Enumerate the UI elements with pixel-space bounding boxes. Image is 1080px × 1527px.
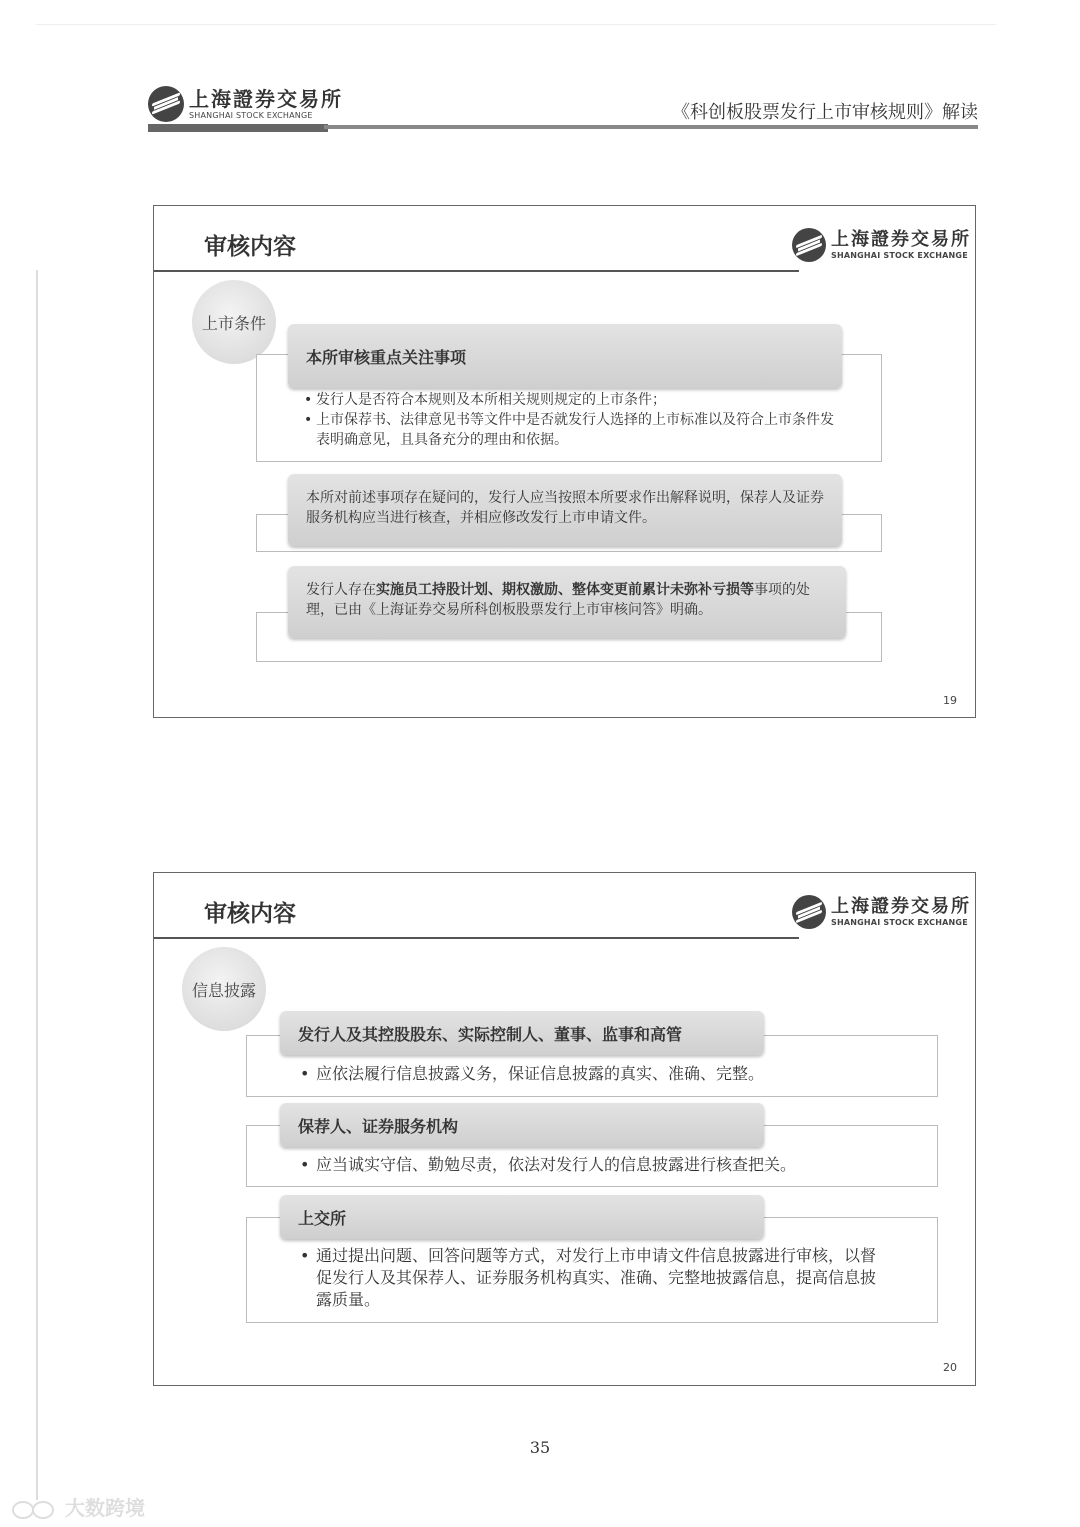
slide-sse-logo [792,895,971,929]
slide-title-rule [154,270,799,272]
focus-items-list [304,390,834,450]
list-item: • 发行人是否符合本规则及本所相关规则规定的上市条件； [304,390,834,410]
focus-items-heading: 本所审核重点关注事项 [288,324,842,388]
logo-chinese-name: 上海證券交易所 [831,228,971,250]
special-matters-emphasis: 实施员工持股计划、期权激励、整体变更前累计未弥补亏损等 [376,582,754,598]
list-item: • 通过提出问题、回答问题等方式，对发行上市申请文件信息披露进行审核，以督促发行人及其保荐人、证券服务机构真实、准确、完整地披露信息，提高信息披露质量。 [300,1245,880,1311]
exchange-section-list [300,1245,880,1311]
sse-logo [148,86,343,122]
exchange-section-heading: 上交所 [280,1195,764,1239]
logo-english-name: SHANGHAI STOCK EXCHANGE [831,250,968,260]
logo-english-name: SHANGHAI STOCK EXCHANGE [189,110,313,120]
sponsor-section-list [300,1154,920,1176]
watermark-logo-icon [12,1501,34,1519]
list-item: • 应当诚实守信、勤勉尽责，依法对发行人的信息披露进行核查把关。 [300,1154,920,1176]
list-item: • 上市保荐书、法律意见书等文件中是否就发行人选择的上市标准以及符合上市条件发表明确意见，且具备充分的理由和依据。 [304,410,834,450]
sse-logo-icon [792,228,826,262]
special-matters-box [288,566,846,638]
document-title: 《科创板股票发行上市审核规则》解读 [672,102,978,123]
section-badge-disclosure: 信息披露 [182,947,266,1031]
page-number: 35 [529,1438,551,1457]
special-matters-suffix: 事项的处理，已由《上海证券交易所科创板股票发行上市审核问答》明确。 [306,582,810,618]
header-rule-thin [324,125,978,129]
logo-chinese-name: 上海證券交易所 [189,86,343,111]
slide-title-rule [154,937,799,939]
slide-title: 审核内容 [204,901,296,927]
page-top-edge [36,24,996,25]
sse-logo-icon [148,86,184,122]
explanation-box: 本所对前述事项存在疑问的，发行人应当按照本所要求作出解释说明，保荐人及证券服务机构应当进行核查，并相应修改发行上市申请文件。 [288,474,842,546]
slide-number: 20 [943,1361,957,1374]
logo-chinese-name: 上海證券交易所 [831,895,971,917]
issuer-section-heading: 发行人及其控股股东、实际控制人、董事、监事和高管 [280,1011,764,1055]
sponsor-section-heading: 保荐人、证券服务机构 [280,1103,764,1147]
logo-english-name: SHANGHAI STOCK EXCHANGE [831,917,968,927]
section-badge-listing-conditions: 上市条件 [192,280,276,364]
document-header [148,84,978,136]
slide-20 [153,872,976,1386]
header-rule-thick [148,124,328,132]
page-left-edge [36,270,38,1500]
list-item: • 应依法履行信息披露义务，保证信息披露的真实、准确、完整。 [300,1063,920,1085]
watermark [12,1492,145,1521]
special-matters-prefix: 发行人存在 [306,582,376,598]
watermark-logo-icon [32,1501,54,1519]
watermark-text: 大数跨境 [64,1496,145,1520]
issuer-section-list [300,1063,920,1085]
slide-title: 审核内容 [204,234,296,260]
slide-number: 19 [943,694,957,707]
slide-sse-logo [792,228,971,262]
sse-logo-icon [792,895,826,929]
slide-19 [153,205,976,718]
